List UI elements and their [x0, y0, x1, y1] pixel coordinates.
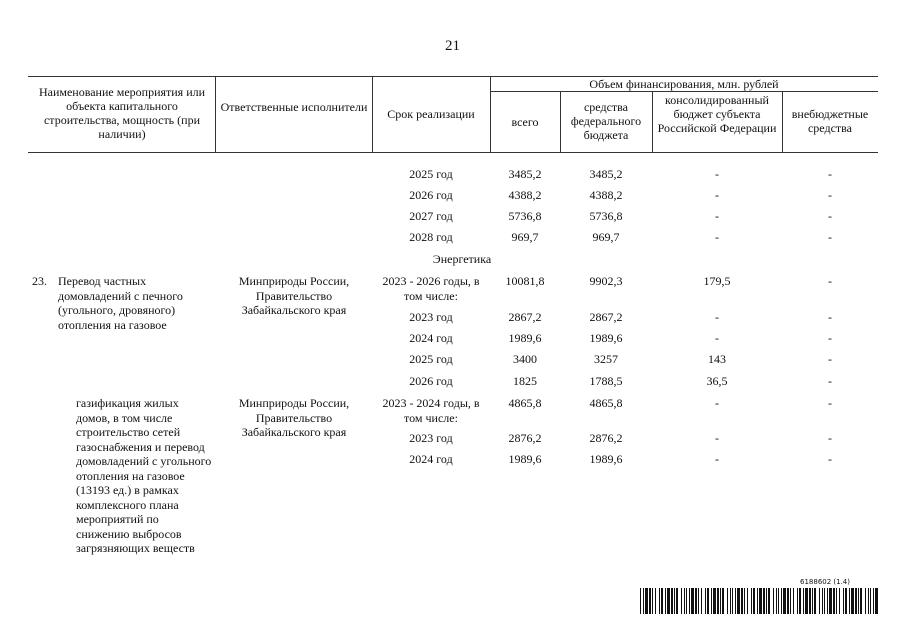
period-cell: 2024 год — [409, 452, 453, 466]
offbudget-cell: - — [828, 452, 832, 466]
total-cell: 1989,6 — [508, 452, 542, 466]
regional-cell: 179,5 — [703, 274, 731, 288]
regional-cell: - — [715, 396, 719, 410]
regional-cell: - — [715, 188, 719, 202]
header-name: Наименование мероприятия или объекта капитального строительства, мощность (при наличии) — [38, 85, 206, 141]
offbudget-cell: - — [828, 396, 832, 410]
offbudget-cell: - — [828, 331, 832, 345]
subitem-responsible: Минприроды России, Правительство Забайкальского края — [238, 396, 350, 439]
header-divider — [215, 76, 216, 152]
header-period: Срок реализации — [387, 107, 475, 121]
period-cell: 2023 год — [409, 310, 453, 324]
federal-cell: 3257 — [594, 352, 618, 366]
item-number: 23. — [32, 274, 47, 288]
total-cell: 1989,6 — [508, 331, 542, 345]
offbudget-cell: - — [828, 352, 832, 366]
federal-cell: 5736,8 — [589, 209, 623, 223]
header-subline — [490, 91, 878, 92]
total-cell: 3400 — [513, 352, 537, 366]
period-cell: 2026 год — [409, 188, 453, 202]
federal-cell: 4865,8 — [589, 396, 623, 410]
header-financing: Объем финансирования, млн. рублей — [589, 77, 779, 91]
federal-cell: 1989,6 — [589, 452, 623, 466]
total-cell: 1825 — [513, 374, 537, 388]
total-cell: 4865,8 — [508, 396, 542, 410]
regional-cell: - — [715, 209, 719, 223]
header-divider — [372, 76, 373, 152]
period-cell: 2025 год — [409, 167, 453, 181]
federal-cell: 2867,2 — [589, 310, 623, 324]
federal-cell: 4388,2 — [589, 188, 623, 202]
total-cell: 2867,2 — [508, 310, 542, 324]
total-cell: 3485,2 — [508, 167, 542, 181]
header-regional: консолидированный бюджет субъекта Российской Федерации — [657, 93, 777, 135]
offbudget-cell: - — [828, 274, 832, 288]
total-cell: 5736,8 — [508, 209, 542, 223]
regional-cell: - — [715, 310, 719, 324]
total-cell: 4388,2 — [508, 188, 542, 202]
federal-cell: 9902,3 — [589, 274, 623, 288]
regional-cell: - — [715, 431, 719, 445]
total-cell: 10081,8 — [505, 274, 545, 288]
header-offbudget: внебюджетные средства — [791, 107, 869, 135]
regional-cell: - — [715, 331, 719, 345]
header-divider — [782, 91, 783, 152]
offbudget-cell: - — [828, 431, 832, 445]
total-cell: 2876,2 — [508, 431, 542, 445]
item-responsible: Минприроды России, Правительство Забайкальского края — [238, 274, 350, 317]
page-number: 21 — [445, 38, 460, 54]
federal-cell: 969,7 — [592, 230, 620, 244]
federal-cell: 3485,2 — [589, 167, 623, 181]
period-cell: 2027 год — [409, 209, 453, 223]
total-cell: 969,7 — [511, 230, 539, 244]
offbudget-cell: - — [828, 188, 832, 202]
period-cell: 2025 год — [409, 352, 453, 366]
period-cell: 2023 - 2024 годы, в том числе: — [382, 396, 480, 425]
header-divider — [490, 76, 491, 152]
offbudget-cell: - — [828, 310, 832, 324]
offbudget-cell: - — [828, 374, 832, 388]
offbudget-cell: - — [828, 209, 832, 223]
period-cell: 2023 год — [409, 431, 453, 445]
footer-code: 6188602 (1.4) — [800, 578, 850, 586]
item-title: Перевод частных домовладений с печного (угольного, дровяного) отопления на газовое — [58, 274, 183, 332]
regional-cell: - — [715, 230, 719, 244]
period-cell: 2028 год — [409, 230, 453, 244]
regional-cell: - — [715, 452, 719, 466]
offbudget-cell: - — [828, 230, 832, 244]
header-divider — [560, 91, 561, 152]
regional-cell: - — [715, 167, 719, 181]
period-cell: 2026 год — [409, 374, 453, 388]
offbudget-cell: - — [828, 167, 832, 181]
federal-cell: 2876,2 — [589, 431, 623, 445]
period-cell: 2023 - 2026 годы, в том числе: — [382, 274, 480, 303]
federal-cell: 1788,5 — [589, 374, 623, 388]
federal-cell: 1989,6 — [589, 331, 623, 345]
header-responsible: Ответственные исполнители — [220, 100, 368, 114]
regional-cell: 36,5 — [706, 374, 728, 388]
header-divider — [652, 91, 653, 152]
header-total: всего — [511, 115, 539, 129]
regional-cell: 143 — [708, 352, 726, 366]
header-bottom-line — [28, 152, 878, 153]
header-federal: средства федерального бюджета — [570, 100, 642, 142]
subitem-title: газификация жилых домов, в том числе строительство сетей газоснабжения и перевод домовладений с угольного отопления на газовое (13193 ед.) в рамках комплексного плана мероприятий по снижению выбросов загрязняющих веществ — [76, 396, 212, 555]
period-cell: 2024 год — [409, 331, 453, 345]
section-title: Энергетика — [432, 252, 492, 266]
barcode-icon — [640, 588, 878, 614]
